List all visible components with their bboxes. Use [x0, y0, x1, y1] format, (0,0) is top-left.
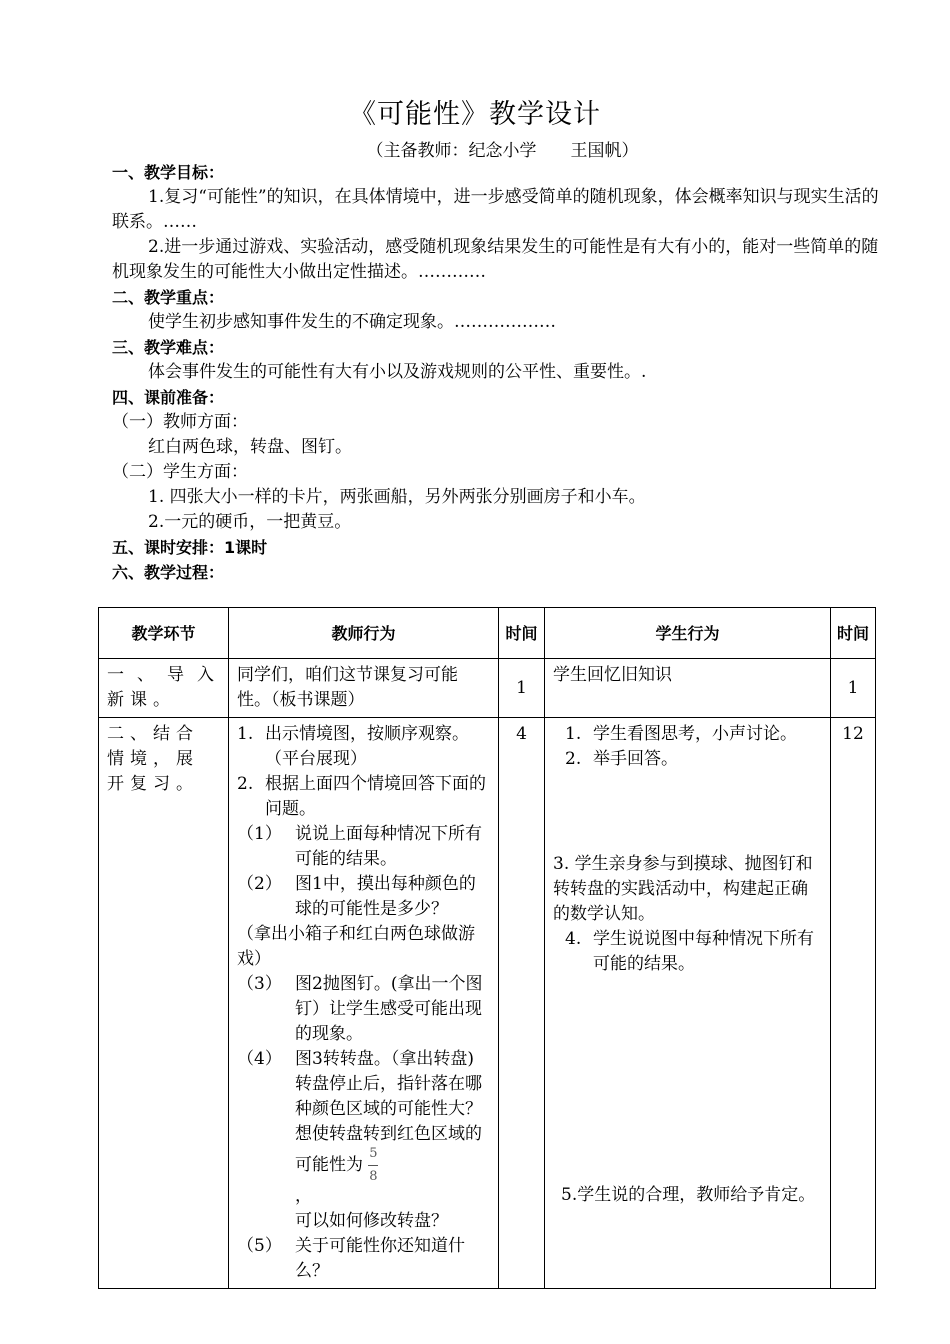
teacher-step-1	[237, 722, 490, 772]
row2-stage: 二、结合情境，展开复习。	[99, 718, 229, 1289]
student-step-1	[565, 722, 822, 747]
prep-teacher-heading: （一）教师方面：	[112, 412, 248, 432]
difficulty-text: 体会事件发生的可能性有大有小以及游戏规则的公平性、重要性。.	[148, 362, 647, 382]
header-time-1: 时间	[499, 608, 545, 659]
prep-student-item-1: 1. 四张大小一样的卡片，两张画船，另外两张分别画房子和小车。	[148, 487, 646, 507]
table-row	[99, 718, 876, 1289]
row1-stage: 一、导入新课。	[99, 659, 229, 718]
row1-time-2: 1	[831, 659, 876, 718]
schedule: 五、课时安排：1课时	[112, 538, 268, 557]
step-text: 学生看图思考，小声讨论。	[593, 724, 797, 744]
document-title: 《可能性》教学设计	[349, 99, 601, 130]
row2-time-2: 12	[831, 718, 876, 1289]
question-4-text: 图3转转盘。（拿出转盘)转盘停止后，指针落在哪种颜色区域的可能性大？想使转盘转到红色区域的可能性为	[295, 1049, 482, 1175]
header-time-2: 时间	[831, 608, 876, 659]
table-header-row	[99, 608, 876, 659]
goal-2: 2.进一步通过游戏、实验活动，感受随机现象结果发生的可能性是有大有小的，能对一些简单的随机现象发生的可能性大小做出定性描述。…………	[112, 237, 879, 282]
goals-heading: 一、教学目标：	[112, 163, 225, 182]
row1-student: 学生回忆旧知识	[545, 659, 831, 718]
student-step-5: 5.学生说的合理，教师给予肯定。	[561, 1185, 816, 1205]
step-text: 根据上面四个情境回答下面的问题。	[265, 774, 486, 819]
student-step-3: 3. 学生亲身参与到摸球、抛图钉和转转盘的实践活动中，构建起正确的数学认知。	[553, 854, 813, 924]
fraction-bar	[368, 1165, 378, 1166]
row2-student	[545, 718, 831, 1289]
spacer	[565, 772, 822, 852]
row2-teacher	[229, 718, 499, 1289]
step-number: 2.	[237, 774, 254, 794]
student-step-2	[565, 747, 822, 772]
prep-student-item-2: 2.一元的硬币，一把黄豆。	[148, 512, 352, 532]
question-text: 说说上面每种情况下所有可能的结果。	[295, 824, 482, 869]
table-row	[99, 659, 876, 718]
question-2	[237, 872, 490, 922]
header-teacher: 教师行为	[229, 608, 499, 659]
row1-teacher: 同学们，咱们这节课复习可能性。（板书课题）	[229, 659, 499, 718]
question-number: （5）	[237, 1236, 282, 1256]
step-number: 1.	[237, 724, 254, 744]
teacher-step-2	[237, 772, 490, 822]
row1-time-1: 1	[499, 659, 545, 718]
question-4-comma: ，	[295, 1186, 312, 1206]
question-text: 关于可能性你还知道什么？	[295, 1236, 465, 1281]
question-number: （4）	[237, 1049, 282, 1069]
question-2-note: （拿出小箱子和红白两色球做游戏）	[237, 924, 475, 969]
question-number: （1）	[237, 824, 282, 844]
question-number: （2）	[237, 874, 282, 894]
step-text: 出示情境图，按顺序观察。（平台展现）	[265, 724, 469, 769]
process-heading: 六、教学过程：	[112, 563, 225, 582]
step-text: 学生说说图中每种情况下所有可能的结果。	[593, 929, 814, 974]
step-number: 2.	[565, 749, 582, 769]
question-1	[237, 822, 490, 872]
question-5	[237, 1234, 490, 1284]
question-text: 图2抛图钉。(拿出一个图钉）让学生感受可能出现的现象。	[295, 974, 483, 1044]
step-number: 4.	[565, 929, 582, 949]
key-heading: 二、教学重点：	[112, 288, 225, 307]
goal-1: 1.复习“可能性”的知识，在具体情境中，进一步感受简单的随机现象，体会概率知识与现实生活的联系。……	[112, 187, 879, 232]
question-4-end: 可以如何修改转盘？	[295, 1211, 448, 1231]
document-body	[112, 160, 892, 585]
difficulty-heading: 三、教学难点：	[112, 338, 225, 357]
prep-heading: 四、课前准备：	[112, 388, 225, 407]
spacer	[565, 977, 822, 1183]
question-3	[237, 972, 490, 1047]
student-step-4	[565, 927, 822, 977]
lesson-plan-table	[98, 607, 876, 1289]
row2-time-1: 4	[499, 718, 545, 1289]
header-student: 学生行为	[545, 608, 831, 659]
prep-student-heading: （二）学生方面：	[112, 462, 248, 482]
question-text: 图1中，摸出每种颜色的球的可能性是多少？	[295, 874, 476, 919]
fraction-denominator: 8	[369, 1169, 378, 1184]
question-number: （3）	[237, 974, 282, 994]
fraction-numerator: 5	[369, 1146, 378, 1161]
header-stage: 教学环节	[99, 608, 229, 659]
fraction-five-eighths	[368, 1147, 378, 1184]
document-subtitle: （主备教师：纪念小学 王国帆）	[366, 141, 639, 161]
question-4	[237, 1047, 490, 1234]
prep-teacher-items: 红白两色球，转盘、图钉。	[148, 437, 352, 457]
question-text	[295, 1047, 490, 1234]
key-text: 使学生初步感知事件发生的不确定现象。………………	[148, 312, 556, 332]
step-number: 1.	[565, 724, 582, 744]
step-text: 举手回答。	[593, 749, 678, 769]
